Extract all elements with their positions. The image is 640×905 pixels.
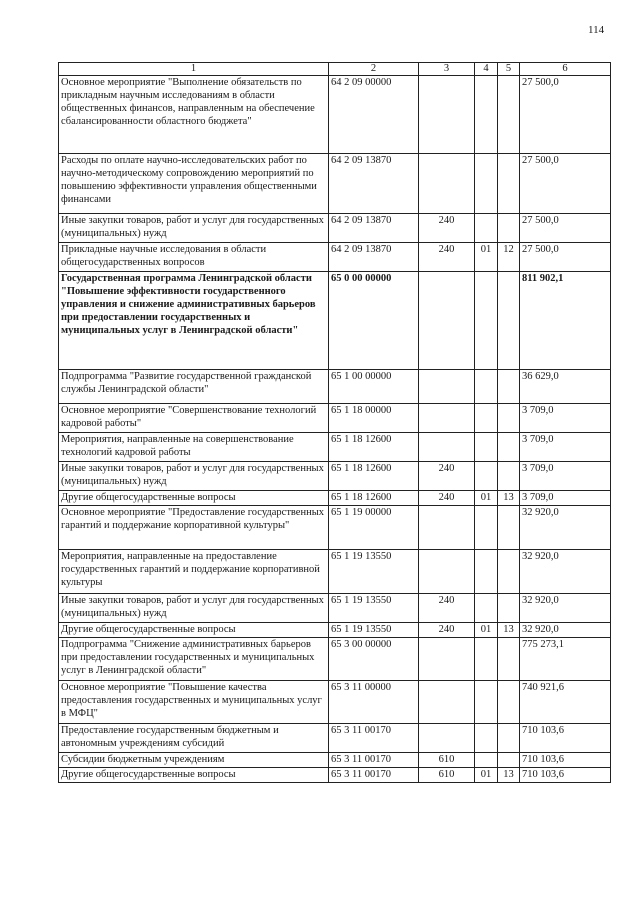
row-name-cell: Другие общегосударственные вопросы	[59, 768, 329, 783]
target-code-cell: 65 1 19 13550	[329, 550, 419, 594]
section-cell: 01	[475, 491, 498, 506]
row-name-cell: Иные закупки товаров, работ и услуг для государственных (муниципальных) нужд	[59, 594, 329, 623]
target-code-cell: 65 1 19 13550	[329, 594, 419, 623]
target-code-cell: 65 1 00 00000	[329, 370, 419, 404]
section-cell	[475, 433, 498, 462]
target-code-cell: 65 1 18 12600	[329, 462, 419, 491]
expense-type-cell	[419, 433, 475, 462]
amount-cell: 3 709,0	[520, 462, 611, 491]
section-cell	[475, 462, 498, 491]
row-name-cell: Прикладные научные исследования в области общегосударственных вопросов	[59, 243, 329, 272]
subsection-cell	[498, 506, 520, 550]
table-row	[59, 404, 611, 433]
subsection-cell	[498, 681, 520, 724]
table-row	[59, 594, 611, 623]
row-name-cell: Основное мероприятие "Выполнение обязательств по прикладным научным исследованиям в области общественных финансов, направленным на обеспечение сбалансированности областного бюджета"	[59, 76, 329, 154]
subsection-cell	[498, 154, 520, 214]
row-name-cell: Основное мероприятие "Повышение качества предоставления государственных и муниципальных услуг в МФЦ"	[59, 681, 329, 724]
target-code-cell: 65 1 19 13550	[329, 623, 419, 638]
section-cell	[475, 724, 498, 753]
target-code-cell: 65 3 11 00170	[329, 753, 419, 768]
target-code-cell: 65 3 11 00000	[329, 681, 419, 724]
target-code-cell: 64 2 09 00000	[329, 76, 419, 154]
section-cell: 01	[475, 243, 498, 272]
column-header: 5	[498, 63, 520, 76]
section-cell: 01	[475, 623, 498, 638]
amount-cell: 27 500,0	[520, 76, 611, 154]
column-number-row	[59, 63, 611, 76]
row-name-cell: Основное мероприятие "Совершенствование технологий кадровой работы"	[59, 404, 329, 433]
amount-cell: 32 920,0	[520, 594, 611, 623]
target-code-cell: 65 1 18 00000	[329, 404, 419, 433]
subsection-cell: 13	[498, 623, 520, 638]
table-body	[59, 76, 611, 783]
expense-type-cell: 240	[419, 594, 475, 623]
expense-type-cell	[419, 550, 475, 594]
table-row	[59, 768, 611, 783]
expense-type-cell	[419, 272, 475, 370]
subsection-cell: 13	[498, 768, 520, 783]
expense-type-cell: 240	[419, 462, 475, 491]
expense-type-cell	[419, 724, 475, 753]
subsection-cell	[498, 404, 520, 433]
expense-type-cell: 240	[419, 243, 475, 272]
target-code-cell: 65 3 00 00000	[329, 638, 419, 681]
section-cell	[475, 214, 498, 243]
subsection-cell	[498, 433, 520, 462]
target-code-cell: 64 2 09 13870	[329, 154, 419, 214]
row-name-cell: Подпрограмма "Развитие государственной гражданской службы Ленинградской области"	[59, 370, 329, 404]
subsection-cell	[498, 76, 520, 154]
expense-type-cell: 610	[419, 753, 475, 768]
section-cell	[475, 154, 498, 214]
table-row	[59, 491, 611, 506]
page-number: 114	[588, 24, 605, 36]
section-cell	[475, 506, 498, 550]
expense-type-cell: 240	[419, 491, 475, 506]
amount-cell: 32 920,0	[520, 550, 611, 594]
row-name-cell: Подпрограмма "Снижение административных барьеров при предоставлении государственных и муниципальных услуг в Ленинградской области"	[59, 638, 329, 681]
amount-cell: 3 709,0	[520, 491, 611, 506]
amount-cell: 775 273,1	[520, 638, 611, 681]
amount-cell: 3 709,0	[520, 404, 611, 433]
row-name-cell: Основное мероприятие "Предоставление государственных гарантий и поддержание корпоративной культуры"	[59, 506, 329, 550]
budget-table	[58, 62, 611, 783]
expense-type-cell	[419, 638, 475, 681]
amount-cell: 27 500,0	[520, 214, 611, 243]
row-name-cell: Другие общегосударственные вопросы	[59, 491, 329, 506]
table-row	[59, 550, 611, 594]
target-code-cell: 65 0 00 00000	[329, 272, 419, 370]
amount-cell: 740 921,6	[520, 681, 611, 724]
amount-cell: 710 103,6	[520, 753, 611, 768]
table-row	[59, 506, 611, 550]
amount-cell: 36 629,0	[520, 370, 611, 404]
subsection-cell	[498, 638, 520, 681]
row-name-cell: Иные закупки товаров, работ и услуг для государственных (муниципальных) нужд	[59, 214, 329, 243]
subsection-cell	[498, 724, 520, 753]
target-code-cell: 65 1 18 12600	[329, 433, 419, 462]
section-cell	[475, 404, 498, 433]
amount-cell: 32 920,0	[520, 623, 611, 638]
target-code-cell: 64 2 09 13870	[329, 243, 419, 272]
subsection-cell: 12	[498, 243, 520, 272]
subsection-cell	[498, 550, 520, 594]
section-cell	[475, 753, 498, 768]
section-cell	[475, 272, 498, 370]
row-name-cell: Иные закупки товаров, работ и услуг для государственных (муниципальных) нужд	[59, 462, 329, 491]
expense-type-cell	[419, 154, 475, 214]
column-header: 1	[59, 63, 329, 76]
row-name-cell: Субсидии бюджетным учреждениям	[59, 753, 329, 768]
row-name-cell: Расходы по оплате научно-исследовательских работ по научно-методическому сопровождению мероприятий по повышению эффективности управления общественными финансами	[59, 154, 329, 214]
expense-type-cell	[419, 404, 475, 433]
table-row	[59, 753, 611, 768]
column-header: 4	[475, 63, 498, 76]
row-name-cell: Другие общегосударственные вопросы	[59, 623, 329, 638]
table-row	[59, 214, 611, 243]
table-row	[59, 154, 611, 214]
table-row	[59, 272, 611, 370]
subsection-cell: 13	[498, 491, 520, 506]
column-header: 6	[520, 63, 611, 76]
table-row	[59, 681, 611, 724]
section-cell	[475, 76, 498, 154]
amount-cell: 32 920,0	[520, 506, 611, 550]
section-cell	[475, 370, 498, 404]
row-name-cell: Предоставление государственным бюджетным и автономным учреждениям субсидий	[59, 724, 329, 753]
row-name-cell: Мероприятия, направленные на предоставление государственных гарантий и поддержание корпоративной культуры	[59, 550, 329, 594]
table-row	[59, 623, 611, 638]
subsection-cell	[498, 272, 520, 370]
subsection-cell	[498, 594, 520, 623]
table-row	[59, 462, 611, 491]
subsection-cell	[498, 462, 520, 491]
subsection-cell	[498, 214, 520, 243]
expense-type-cell: 240	[419, 214, 475, 243]
row-name-cell: Мероприятия, направленные на совершенствование технологий кадровой работы	[59, 433, 329, 462]
table-row	[59, 370, 611, 404]
target-code-cell: 65 1 19 00000	[329, 506, 419, 550]
target-code-cell: 65 3 11 00170	[329, 768, 419, 783]
expense-type-cell	[419, 506, 475, 550]
table-row	[59, 76, 611, 154]
section-cell	[475, 594, 498, 623]
amount-cell: 710 103,6	[520, 724, 611, 753]
section-cell: 01	[475, 768, 498, 783]
subsection-cell	[498, 370, 520, 404]
column-header: 2	[329, 63, 419, 76]
expense-type-cell: 240	[419, 623, 475, 638]
target-code-cell: 65 3 11 00170	[329, 724, 419, 753]
expense-type-cell	[419, 681, 475, 724]
amount-cell: 27 500,0	[520, 243, 611, 272]
table-row	[59, 724, 611, 753]
column-header: 3	[419, 63, 475, 76]
expense-type-cell	[419, 76, 475, 154]
target-code-cell: 65 1 18 12600	[329, 491, 419, 506]
table-row	[59, 433, 611, 462]
section-cell	[475, 550, 498, 594]
expense-type-cell	[419, 370, 475, 404]
amount-cell: 27 500,0	[520, 154, 611, 214]
target-code-cell: 64 2 09 13870	[329, 214, 419, 243]
section-cell	[475, 638, 498, 681]
table-row	[59, 243, 611, 272]
table-row	[59, 638, 611, 681]
expense-type-cell: 610	[419, 768, 475, 783]
amount-cell: 710 103,6	[520, 768, 611, 783]
subsection-cell	[498, 753, 520, 768]
amount-cell: 811 902,1	[520, 272, 611, 370]
section-cell	[475, 681, 498, 724]
row-name-cell: Государственная программа Ленинградской области "Повышение эффективности государственного управления и снижение административных барьеров при предоставлении государственных и муниципальных услуг в Ленинградской области"	[59, 272, 329, 370]
amount-cell: 3 709,0	[520, 433, 611, 462]
